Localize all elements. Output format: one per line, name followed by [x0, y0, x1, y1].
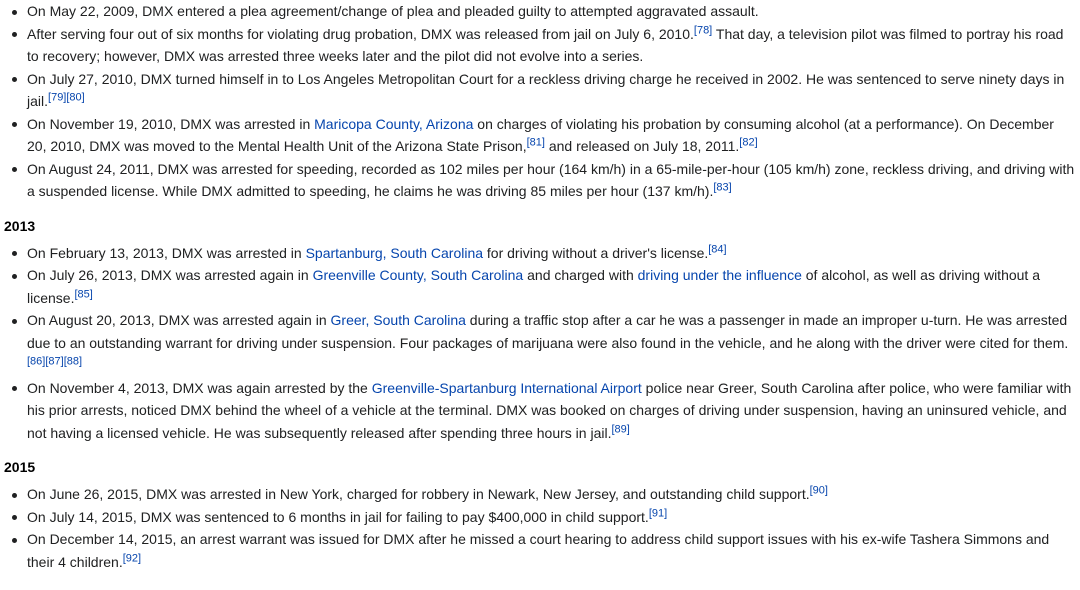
citation: [527, 136, 545, 148]
wiki-link[interactable]: Spartanburg, South Carolina: [305, 244, 484, 261]
list-item: [27, 377, 1077, 445]
section-heading-2013: 2013: [4, 217, 36, 234]
item-text: On November 4, 2013, DMX was again arrested by the: [27, 379, 372, 396]
list-item: [27, 309, 1077, 377]
citation: [45, 355, 63, 367]
wiki-link[interactable]: Maricopa County, Arizona: [314, 115, 474, 132]
wiki-link[interactable]: driving under the influence: [637, 267, 802, 283]
item-text: On December 14, 2015, an arrest warrant was issued for DMX after he missed a court hearing to address child support issues with his ex-wife Tashera Simmons and their 4 children.: [27, 531, 1050, 570]
item-text: of alcohol, as well as driving without a license.: [27, 267, 1040, 306]
citation-link[interactable]: [79]: [48, 91, 67, 104]
arrest-list: [5, 242, 1077, 445]
citation: [123, 552, 141, 564]
section-heading-2015: 2015: [4, 459, 36, 475]
list-item: [27, 264, 1077, 309]
citation: [66, 91, 84, 103]
item-text: and charged with: [523, 267, 638, 283]
arrest-list: [5, 483, 1077, 573]
item-text: On August 24, 2011, DMX was arrested for speeding, recorded as 102 miles per hour (164 km/h) in a 65-mile-per-hour (105 km/h) zone, reckless driving, and driving with a suspended license. While DMX admitted to speeding, he claims he was driving 85 miles per hour (137 km/h).: [27, 160, 1075, 199]
citation-link[interactable]: [82]: [739, 136, 758, 149]
list-item: [27, 0, 1077, 23]
citation-link[interactable]: [89]: [611, 422, 630, 435]
item-text: On May 22, 2009, DMX entered a plea agreement/change of plea and pleaded guilty to attempted aggravated assault.: [27, 3, 759, 19]
item-text: On June 26, 2015, DMX was arrested in New York, charged for robbery in Newark, New Jersey, and outstanding child support.: [27, 486, 810, 502]
list-item: [27, 23, 1077, 68]
citation-link[interactable]: [78]: [693, 23, 713, 36]
citation: [611, 423, 629, 435]
wiki-link[interactable]: Greer, South Carolina: [330, 312, 466, 328]
citation: [649, 507, 667, 519]
citation: [708, 243, 726, 255]
item-text: On July 14, 2015, DMX was sentenced to 6 months in jail for failing to pay $400,000 in child support.: [27, 508, 649, 525]
list-item: [27, 113, 1077, 158]
list-item: [27, 68, 1077, 113]
citation-link[interactable]: [86]: [27, 355, 46, 368]
item-text: and released on July 18, 2011.: [544, 138, 740, 154]
citation-link[interactable]: [91]: [648, 506, 668, 519]
item-text: on charges of violating his probation by consuming alcohol (at a performance). On December 20, 2010, DMX was moved to the Mental Health Unit of the Arizona State Prison,: [27, 115, 1054, 154]
item-text: On November 19, 2010, DMX was arrested in: [27, 115, 315, 132]
arrest-list: [5, 0, 1077, 203]
item-text: On February 13, 2013, DMX was arrested in: [27, 244, 306, 261]
list-item: [27, 158, 1077, 203]
item-text: On July 26, 2013, DMX was arrested again in: [27, 267, 313, 283]
citation: [64, 355, 82, 367]
item-text: police near Greer, South Carolina after police, who were familiar with his prior arrests, noticed DMX behind the wheel of a vehicle at the terminal. DMX was booked on charges of driving under suspension, having an uninsured vehicle, and not having a licensed vehicle. He was subsequently released after spending three hours in jail.: [27, 379, 1072, 441]
list-item: [27, 506, 1077, 529]
item-text: That day, a television pilot was filmed to portray his road to recovery; however, DMX was arrested three weeks later and the pilot did not evolve into a series.: [27, 25, 1064, 64]
citation: [74, 288, 92, 300]
item-text: during a traffic stop after a car he was a passenger in made an improper u-turn. He was arrested due to an outstanding warrant for driving under suspension. Four packages of marijuana were also found in the vehicle, and he along with the driver were cited for them.: [27, 312, 1069, 351]
citation-link[interactable]: [90]: [809, 484, 828, 497]
wiki-link[interactable]: Greenville County, South Carolina: [312, 267, 524, 283]
citation: [810, 484, 828, 496]
list-item: [27, 528, 1077, 573]
list-item: [27, 242, 1077, 265]
citation-link[interactable]: [83]: [713, 181, 732, 194]
item-text: On August 20, 2013, DMX was arrested again in: [27, 312, 331, 328]
citation: [739, 136, 757, 148]
citation-link[interactable]: [88]: [63, 355, 83, 368]
citation-link[interactable]: [85]: [74, 287, 93, 300]
citation: [694, 24, 712, 36]
item-text: After serving four out of six months for violating drug probation, DMX was released from jail on July 6, 2010.: [27, 25, 694, 42]
list-item: [27, 483, 1077, 506]
wiki-link[interactable]: Greenville-Spartanburg International Airport: [371, 379, 642, 396]
citation-link[interactable]: [80]: [66, 91, 85, 104]
citation-link[interactable]: [81]: [526, 136, 545, 149]
citation-link[interactable]: [92]: [122, 551, 142, 564]
item-text: for driving without a driver's license.: [483, 244, 709, 261]
citation: [27, 355, 45, 367]
citation: [48, 91, 66, 103]
item-text: On July 27, 2010, DMX turned himself in to Los Angeles Metropolitan Court for a reckless driving charge he received in 2002. He was sentenced to serve ninety days in jail.: [27, 70, 1065, 109]
citation-link[interactable]: [84]: [708, 242, 727, 255]
citation: [713, 181, 731, 193]
citation-link[interactable]: [87]: [45, 355, 64, 368]
